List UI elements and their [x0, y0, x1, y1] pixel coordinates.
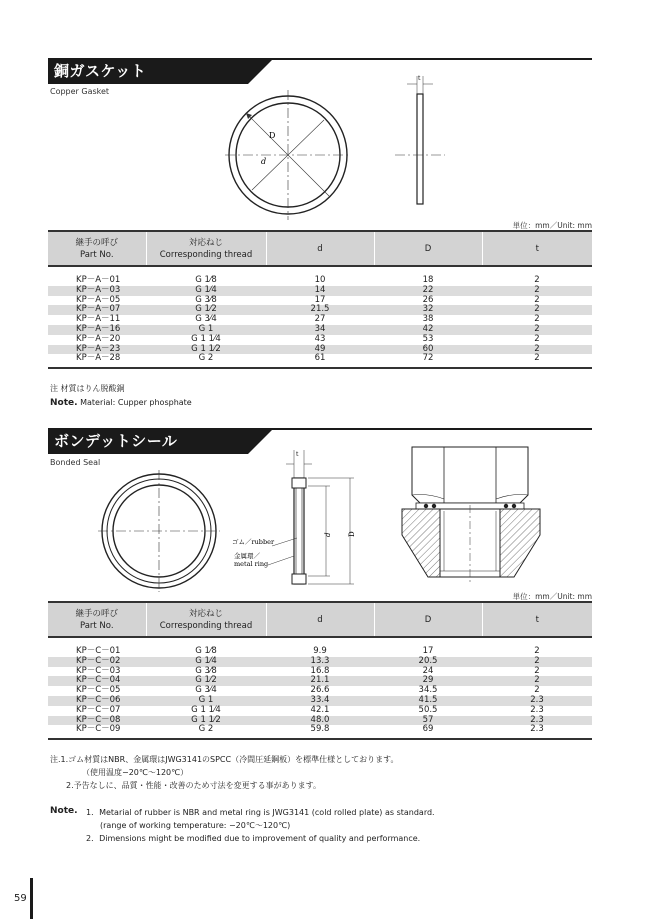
label-t: t: [418, 75, 421, 82]
table-row: KP－A－11 G 3⁄4 27 38 2: [76, 314, 540, 325]
unit-label: 単位：mm／Unit: mm: [512, 221, 592, 230]
table-row: KP－A－01 G 1⁄8 10 18 2: [76, 275, 540, 285]
label-D: D: [269, 131, 276, 140]
table-row: KP－A－23 G 1 1⁄2 49 60 2: [48, 345, 592, 355]
table-row: KP－C－02 G 1⁄4 13.3 20.5 2: [48, 657, 592, 667]
section-subtitle: Copper Gasket: [50, 87, 110, 96]
header-D: D: [374, 602, 482, 637]
header-t: t: [482, 231, 592, 266]
header-d: d: [266, 231, 374, 266]
label-metal-ring-en: metal ring: [234, 560, 269, 568]
table-row: KP－C－03 G 3⁄8 16.8 24 2: [76, 665, 540, 676]
note-en: Note. Material: Cupper phosphate: [50, 398, 192, 408]
header-thread: 対応ねじ Corresponding thread: [146, 231, 266, 266]
label-d: d: [324, 532, 332, 537]
label-rubber: ゴム／rubber: [232, 538, 275, 546]
table-row: KP－A－20 G 1 1⁄4 43 53 2: [76, 333, 540, 344]
bonded-seal-installation-diagram: [398, 445, 544, 595]
page-number: 59: [14, 893, 27, 904]
table-row: KP－A－03 G 1⁄4 14 22 2: [48, 286, 592, 296]
note-en-2: 2．Dimensions might be modified due to improvement of quality and performance.: [86, 834, 421, 843]
label-d: d: [261, 157, 267, 166]
header-part: 継手の呼び Part No.: [48, 231, 146, 266]
note-jp-temp: （使用温度−20℃〜120℃）: [82, 768, 189, 777]
table-row: KP－C－08 G 1 1⁄2 48.0 57 2.3: [48, 716, 592, 726]
table-row: KP－C－01 G 1⁄8 9.9 17 2: [76, 646, 540, 656]
table-row: KP－A－07 G 1⁄2 21.5 32 2: [48, 305, 592, 315]
header-d: d: [266, 602, 374, 637]
table-row: KP－C－09 G 2 59.8 69 2.3: [48, 725, 592, 739]
label-D: D: [348, 531, 356, 537]
table-row: KP－A－28 G 2 61 72 2: [48, 354, 592, 368]
unit-label: 単位：mm／Unit: mm: [512, 592, 592, 601]
copper-gasket-table: [48, 230, 592, 369]
header-t: t: [482, 602, 592, 637]
table-row: KP－C－07 G 1 1⁄4 42.1 50.5 2.3: [76, 704, 544, 715]
page-edge-bar: [30, 878, 33, 919]
note-en-1: 1．Metarial of rubber is NBR and metal ring is JWG3141 (cold rolled plate) as standard.: [86, 808, 435, 817]
note-en-label: Note.: [50, 806, 78, 816]
section-title: 銅ガスケット: [54, 62, 147, 80]
header-thread: 対応ねじ Corresponding thread: [146, 602, 266, 637]
bonded-seal-side-diagram: [228, 448, 363, 596]
note-jp: 注 材質はりん脱酸銅: [50, 384, 125, 393]
header-D: D: [374, 231, 482, 266]
bonded-seal-table: [48, 601, 592, 740]
section-title: ボンデットシール: [54, 432, 178, 450]
note-jp-2: 2.予告なしに、品質・性能・改善のため寸法を変更する事があります。: [66, 781, 321, 790]
table-row: KP－C－04 G 1⁄2 21.1 29 2: [48, 676, 592, 686]
table-row: KP－C－06 G 1 33.4 41.5 2.3: [48, 696, 592, 706]
copper-gasket-diagram: [225, 72, 465, 222]
note-en-temp: (range of working temperature: −20℃〜120℃): [100, 821, 291, 830]
header-part: 継手の呼び Part No.: [48, 602, 146, 637]
bonded-seal-front-diagram: [98, 470, 223, 595]
table-row: KP－C－05 G 3⁄4 26.6 34.5 2: [76, 685, 540, 696]
section-subtitle: Bonded Seal: [50, 458, 101, 467]
note-jp-1: 注.1.ゴム材質はNBR、金属環はJWG3141のSPCC（冷間圧延鋼板）を標準仕様としております。: [50, 755, 399, 764]
table-row: KP－A－05 G 3⁄8 17 26 2: [76, 294, 540, 305]
label-metal-ring-jp: 金属環／: [234, 552, 260, 560]
label-t: t: [296, 451, 299, 458]
table-row: KP－A－16 G 1 34 42 2: [48, 325, 592, 335]
